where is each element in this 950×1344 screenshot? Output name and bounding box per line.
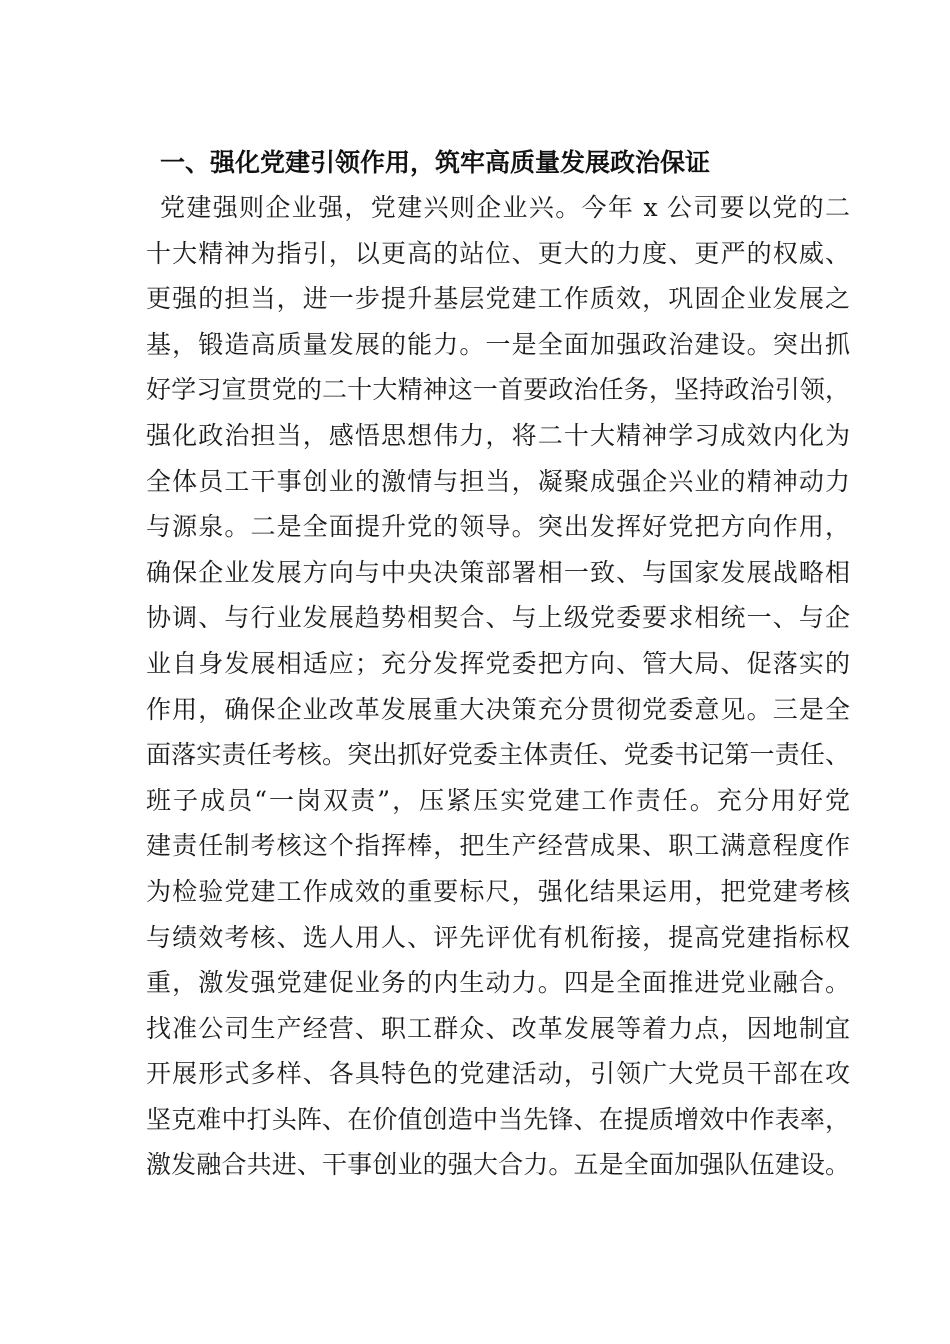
body-paragraph (146, 185, 850, 1188)
paragraph-line: 与源泉。二是全面提升党的领导。突出发挥好党把方向作用， (146, 512, 850, 542)
paragraph-line: 协调、与行业发展趋势相契合、与上级党委要求相统一、与企 (146, 603, 850, 633)
paragraph-line: 为检验党建工作成效的重要标尺，强化结果运用，把党建考核 (146, 876, 850, 906)
paragraph-line: 找准公司生产经营、职工群众、改革发展等着力点，因地制宜 (146, 1013, 850, 1043)
section-heading: 一、强化党建引领作用，筑牢高质量发展政治保证 (160, 148, 711, 177)
paragraph-line: 建责任制考核这个指挥棒，把生产经营成果、职工满意程度作 (146, 831, 850, 861)
paragraph-line: 开展形式多样、各具特色的党建活动，引领广大党员干部在攻 (146, 1059, 850, 1089)
paragraph-line: 坚克难中打头阵、在价值创造中当先锋、在提质增效中作表率， (146, 1104, 850, 1134)
paragraph-line: 确保企业发展方向与中央决策部署相一致、与国家发展战略相 (146, 557, 850, 587)
paragraph-line: 重，激发强党建促业务的内生动力。四是全面推进党业融合。 (146, 968, 850, 998)
document-body (146, 141, 850, 1188)
paragraph-line: 好学习宣贯党的二十大精神这一首要政治任务，坚持政治引领， (146, 375, 850, 405)
paragraph-line: 激发融合共进、干事创业的强大合力。五是全面加强队伍建设。 (146, 1150, 850, 1180)
paragraph-line: 面落实责任考核。突出抓好党委主体责任、党委书记第一责任、 (146, 740, 850, 770)
paragraph-line: 基，锻造高质量发展的能力。一是全面加强政治建设。突出抓 (146, 329, 850, 359)
paragraph-line: 全体员工干事创业的激情与担当，凝聚成强企兴业的精神动力 (146, 466, 850, 496)
paragraph-line: 与绩效考核、选人用人、评先评优有机衔接，提高党建指标权 (146, 922, 850, 952)
paragraph-line: 班子成员“一岗双责”，压紧压实党建工作责任。充分用好党 (146, 785, 850, 815)
paragraph-line: 强化政治担当，感悟思想伟力，将二十大精神学习成效内化为 (146, 420, 850, 450)
paragraph-line: 更强的担当，进一步提升基层党建工作质效，巩固企业发展之 (146, 284, 850, 314)
paragraph-line: 党建强则企业强，党建兴则企业兴。今年 x 公司要以党的二 (160, 193, 850, 222)
paragraph-line: 十大精神为指引，以更高的站位、更大的力度、更严的权威、 (146, 238, 850, 268)
paragraph-line: 作用，确保企业改革发展重大决策充分贯彻党委意见。三是全 (146, 694, 850, 724)
paragraph-line: 业自身发展相适应；充分发挥党委把方向、管大局、促落实的 (146, 648, 850, 678)
